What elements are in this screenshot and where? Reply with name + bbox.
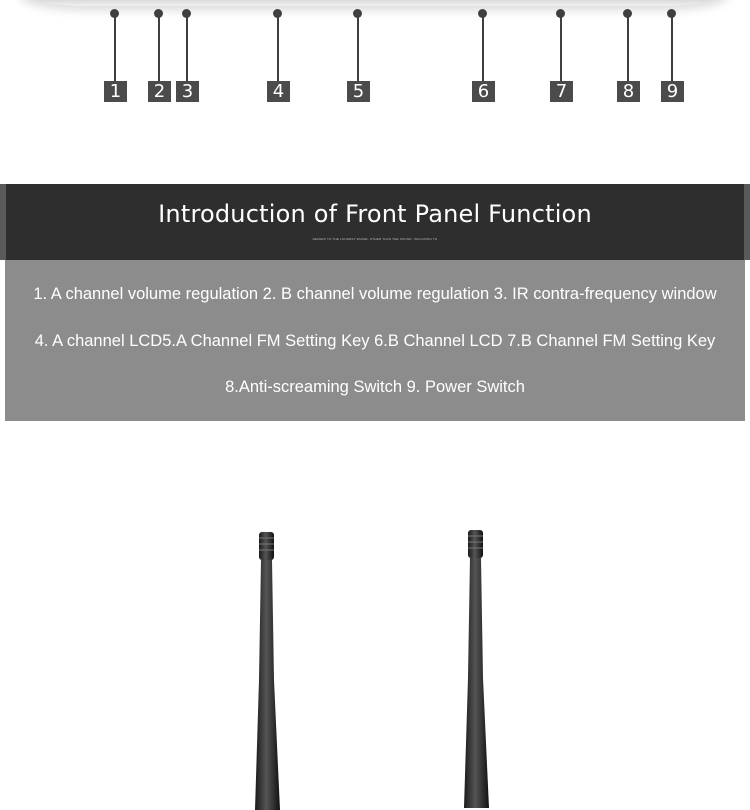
function-line-3: 8.Anti-screaming Switch 9. Power Switch	[225, 378, 525, 396]
antenna-a-image	[247, 530, 287, 810]
callout-number-5: 5	[347, 81, 370, 102]
callout-number-6: 6	[472, 81, 495, 102]
function-description-box	[5, 260, 745, 421]
callout-number-8: 8	[617, 81, 640, 102]
callout-number-3: 3	[176, 81, 199, 102]
callout-number-9: 9	[661, 81, 684, 102]
function-line-1: 1. A channel volume regulation 2. B channel volume regulation 3. IR contra-frequency window	[33, 285, 717, 303]
section-subtitle: REFERS TO THE LOUDEST WHINE, OTHER THAN THE SOUND, INCLUDING TH	[312, 237, 438, 241]
callout-number-1: 1	[104, 81, 127, 102]
callout-number-4: 4	[267, 81, 290, 102]
function-line-2: 4. A channel LCD5.A Channel FM Setting Key 6.B Channel LCD 7.B Channel FM Setting Key	[34, 332, 716, 350]
section-title: Introduction of Front Panel Function	[158, 200, 592, 228]
receiver-front-panel-edge	[20, 0, 728, 6]
antenna-b-image	[456, 528, 496, 808]
section-banner	[0, 184, 750, 260]
callout-number-2: 2	[148, 81, 171, 102]
callout-number-7: 7	[550, 81, 573, 102]
